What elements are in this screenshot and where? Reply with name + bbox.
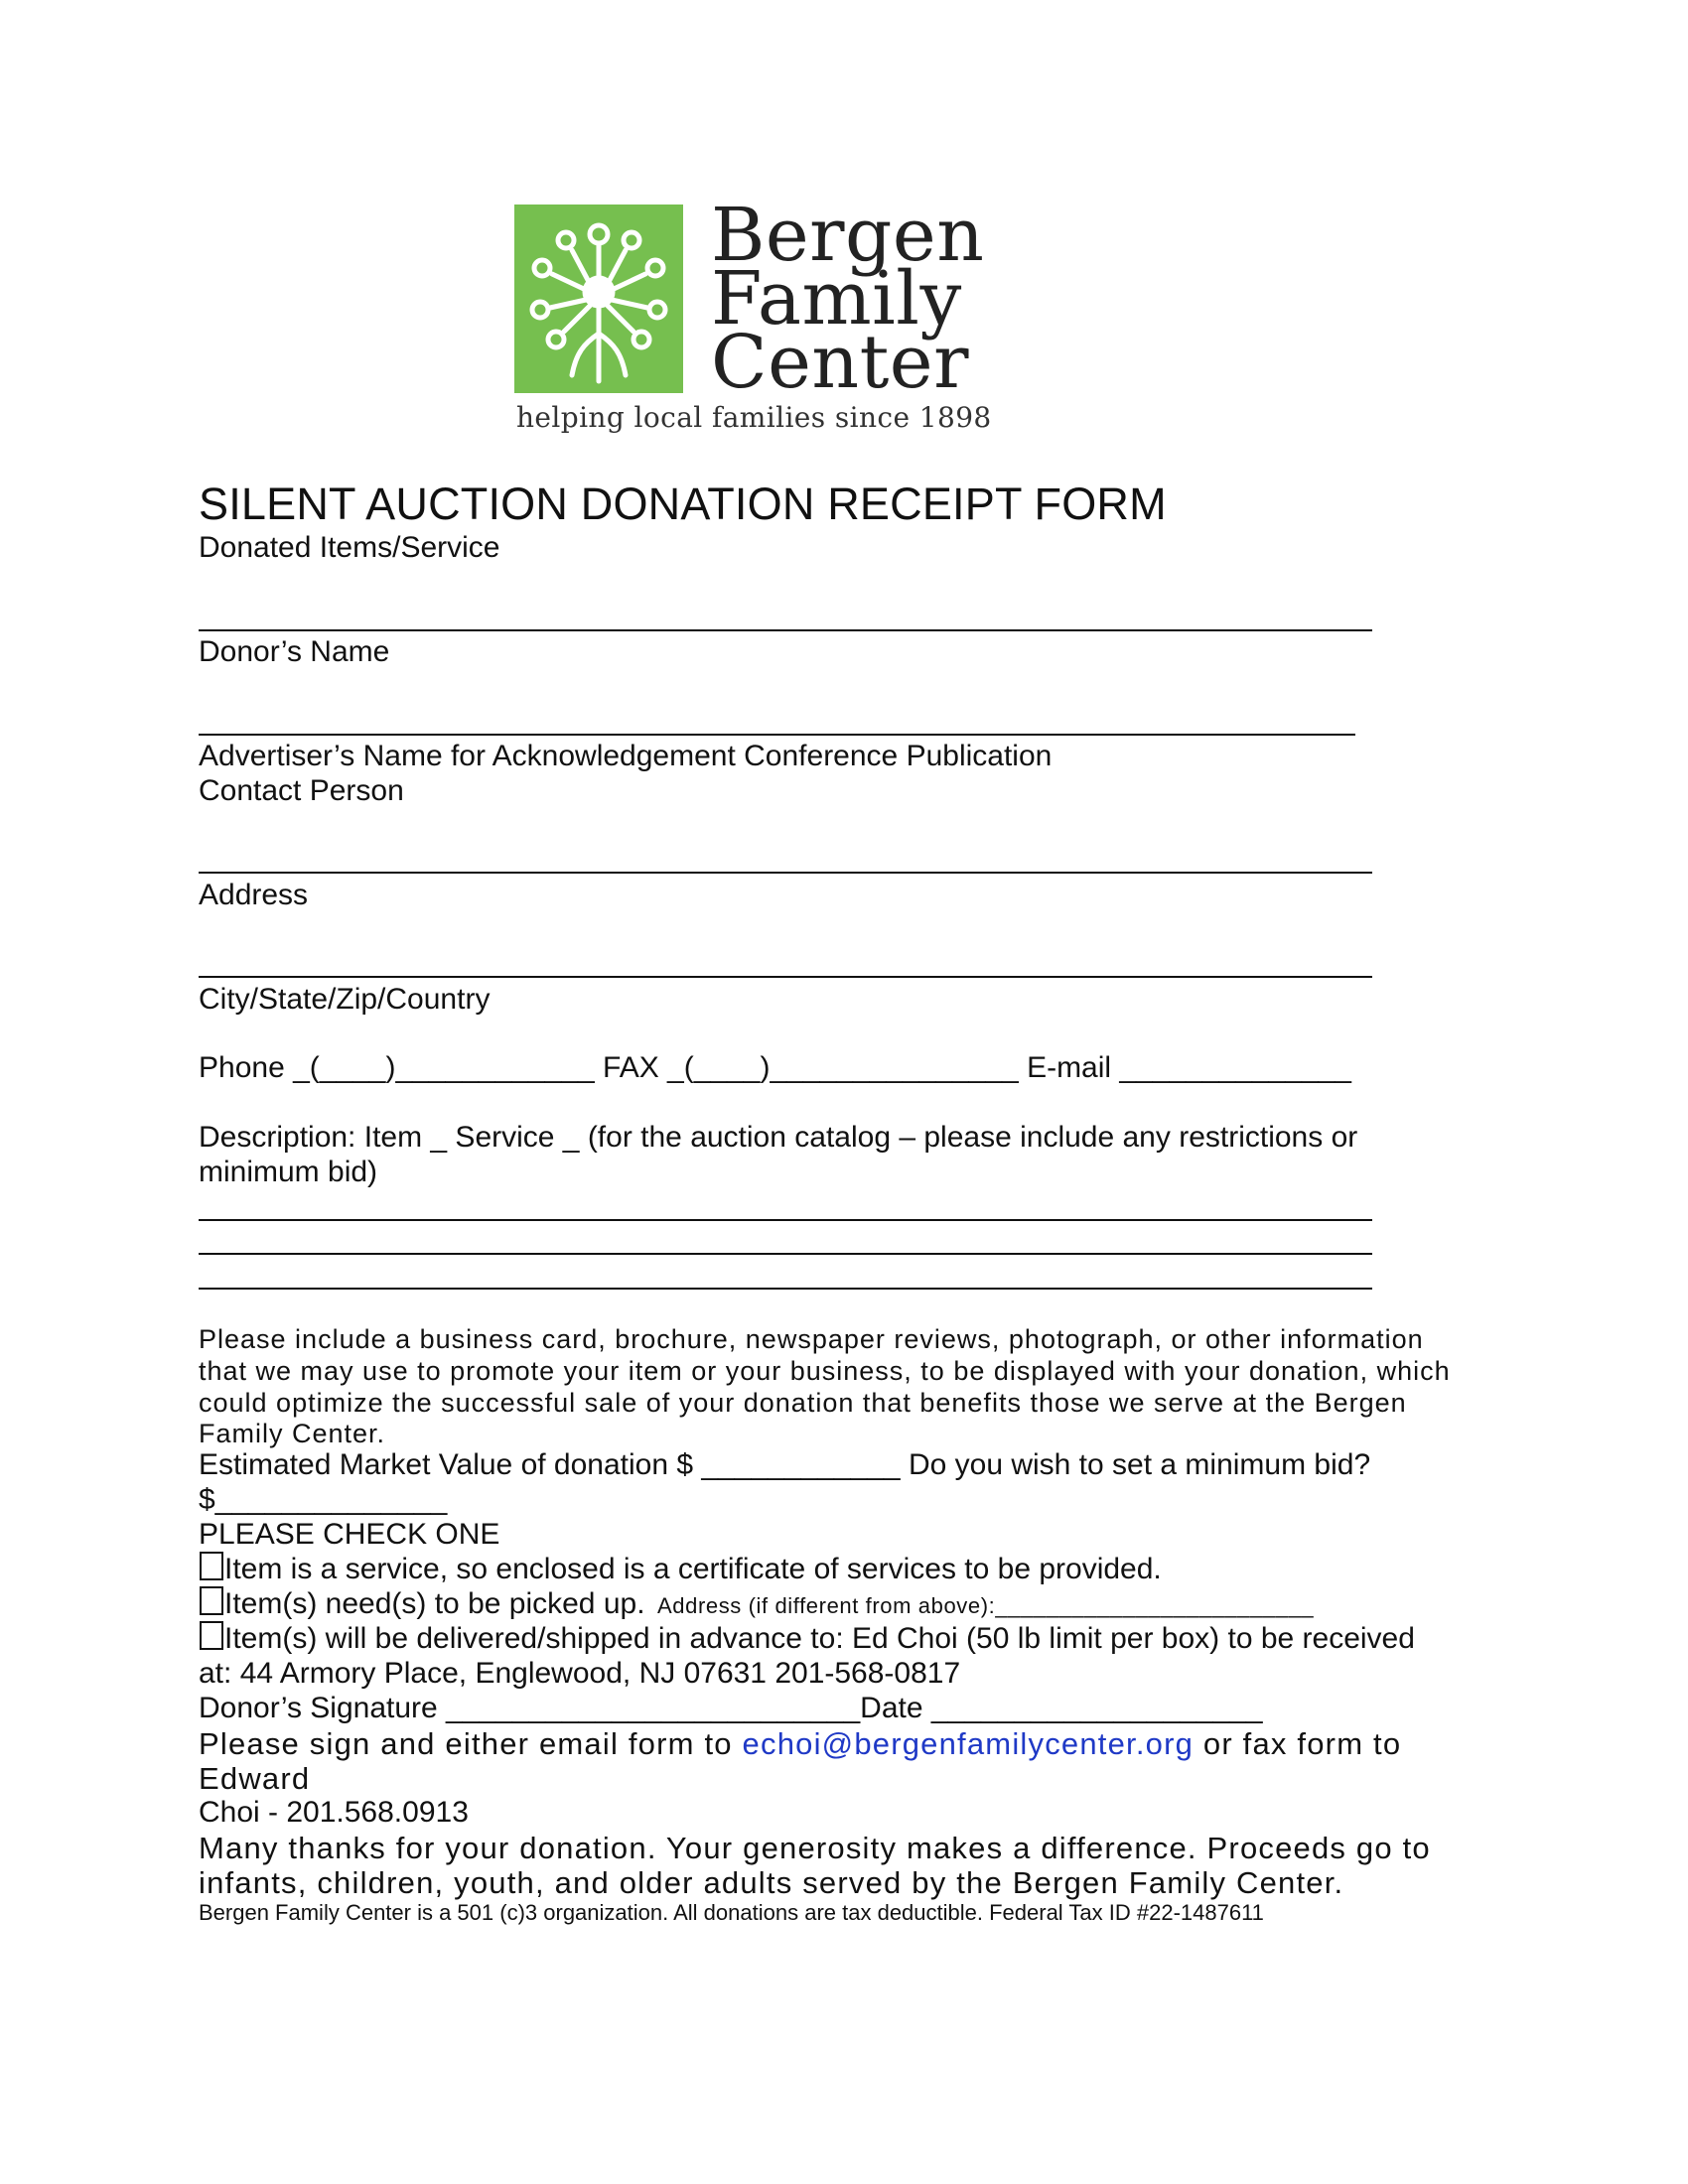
logo-tagline: helping local families since 1898	[516, 401, 992, 434]
promo-text-line-4: Family Center.	[199, 1419, 386, 1448]
market-value-line[interactable]: Estimated Market Value of donation $ ____________ Do you wish to set a minimum bid?	[199, 1448, 1371, 1481]
fax-contact-number: Choi - 201.568.0913	[199, 1796, 469, 1829]
signature-date-line[interactable]: Donor’s Signature _________________________Date ____________________	[199, 1692, 1263, 1724]
sign-instructions-text-end: or fax form to	[1194, 1726, 1402, 1761]
pickup-checkbox[interactable]	[200, 1586, 223, 1615]
donor-name-label: Donor’s Name	[199, 635, 390, 668]
description-line-2[interactable]	[199, 1253, 1372, 1255]
logo-word-family: Family	[711, 256, 962, 341]
delivery-address: at: 44 Armory Place, Englewood, NJ 07631 201-568-0817	[199, 1657, 961, 1690]
promo-text-line-2: that we may use to promote your item or your business, to be displayed with your donation, which	[199, 1356, 1451, 1386]
form-title: SILENT AUCTION DONATION RECEIPT FORM	[199, 478, 1167, 529]
minimum-bid-line[interactable]: $______________	[199, 1483, 448, 1516]
promo-text-line-3: could optimize the successful sale of your donation that benefits those we serve at the Bergen	[199, 1388, 1407, 1418]
description-label: Description: Item _ Service _ (for the auction catalog – please include any restrictions or	[199, 1121, 1358, 1154]
thanks-line-1: Many thanks for your donation. Your generosity makes a difference. Proceeds go to	[199, 1831, 1431, 1865]
service-option-label: Item is a service, so enclosed is a certificate of services to be provided.	[224, 1553, 1162, 1585]
delivered-checkbox[interactable]	[200, 1621, 223, 1650]
advertiser-name-label: Advertiser’s Name for Acknowledgement Conference Publication	[199, 740, 1053, 772]
donated-items-label: Donated Items/Service	[199, 531, 500, 564]
description-label-cont: minimum bid)	[199, 1156, 378, 1188]
promo-text-line-1: Please include a business card, brochure, newspaper reviews, photograph, or other information	[199, 1324, 1424, 1354]
tax-footer: Bergen Family Center is a 501 (c)3 organization. All donations are tax deductible. Federal Tax ID #22-1487611	[199, 1900, 1264, 1925]
logo-word-center: Center	[711, 320, 969, 405]
address-label: Address	[199, 879, 309, 911]
email-link[interactable]: echoi@bergenfamilycenter.org	[742, 1726, 1195, 1761]
description-line-1[interactable]	[199, 1219, 1372, 1221]
check-one-heading: PLEASE CHECK ONE	[199, 1518, 500, 1551]
pickup-option-label: Item(s) need(s) to be picked up.	[224, 1587, 645, 1620]
service-checkbox[interactable]	[200, 1552, 223, 1580]
donor-name-line[interactable]	[199, 734, 1355, 736]
donated-items-line[interactable]	[199, 629, 1372, 631]
thanks-line-2: infants, children, youth, and older adults served by the Bergen Family Center.	[199, 1865, 1344, 1900]
fax-contact-name: Edward	[199, 1761, 311, 1796]
logo-icon	[514, 205, 683, 393]
delivered-option-label: Item(s) will be delivered/shipped in advance to: Ed Choi (50 lb limit per box) to be received	[224, 1622, 1415, 1655]
address-line[interactable]	[199, 976, 1372, 978]
contact-person-line[interactable]	[199, 872, 1372, 874]
pickup-address-line[interactable]: Address (if different from above):_________________________	[657, 1593, 1315, 1618]
description-line-3[interactable]	[199, 1288, 1372, 1290]
phone-fax-email-line[interactable]: Phone _(____)____________ FAX _(____)_______________ E-mail ______________	[199, 1051, 1351, 1084]
tree-of-life-icon	[514, 205, 683, 393]
logo-word-bergen: Bergen	[711, 193, 985, 278]
sign-instructions-text: Please sign and either email form to	[199, 1726, 743, 1761]
contact-person-label: Contact Person	[199, 774, 404, 807]
city-state-zip-label: City/State/Zip/Country	[199, 983, 491, 1016]
sign-instructions	[199, 1726, 1401, 1761]
